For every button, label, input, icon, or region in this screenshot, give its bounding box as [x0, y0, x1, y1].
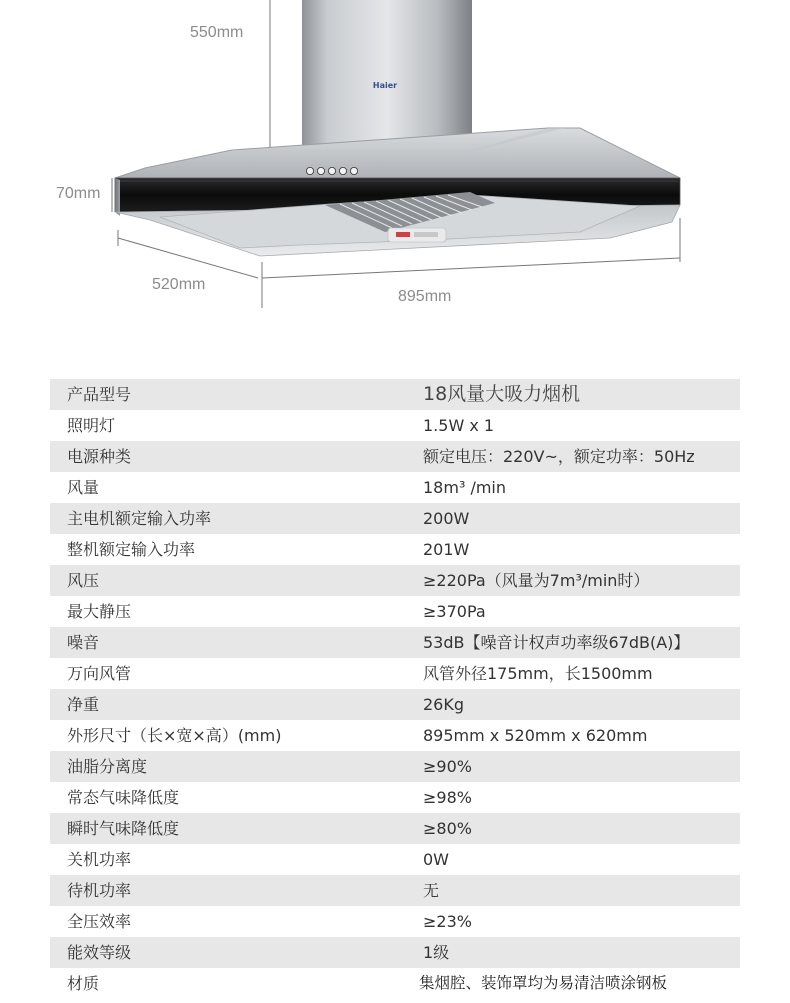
spec-value: ≥23%	[423, 912, 472, 931]
dimension-depth-label: 520mm	[152, 276, 206, 293]
spec-value: 集烟腔、装饰罩均为易清洁喷涂钢板	[419, 974, 668, 992]
dimension-height-label: 550mm	[190, 24, 244, 41]
table-row	[50, 720, 740, 751]
table-row	[50, 565, 740, 596]
spec-value: 53dB【噪音计权声功率级67dB(A)】	[423, 633, 690, 652]
chimney	[302, 0, 472, 152]
table-row	[50, 968, 740, 999]
spec-value: 额定电压：220V~，额定功率：50Hz	[423, 447, 695, 466]
button-icon	[328, 167, 335, 174]
spec-label: 噪音	[67, 633, 100, 652]
spec-value: 无	[423, 881, 440, 900]
spec-value: 895mm x 520mm x 620mm	[423, 726, 648, 745]
spec-value: ≥220Pa（风量为7m³/min时）	[423, 571, 650, 590]
brand-logo: Haier	[372, 81, 398, 90]
spec-value: ≥90%	[423, 757, 472, 776]
spec-value: 201W	[423, 540, 470, 559]
table-row	[50, 627, 740, 658]
button-icon	[350, 167, 357, 174]
spec-value: ≥98%	[423, 788, 472, 807]
button-icon	[306, 167, 313, 174]
spec-label: 主电机额定输入功率	[67, 509, 212, 528]
spec-label: 待机功率	[67, 881, 132, 900]
table-row	[50, 379, 740, 410]
spec-label: 常态气味降低度	[67, 788, 180, 807]
spec-label: 材质	[67, 974, 100, 993]
spec-label: 最大静压	[67, 602, 132, 621]
spec-table	[50, 379, 740, 999]
dimension-body-height-label: 70mm	[56, 185, 101, 202]
table-row	[50, 906, 740, 937]
spec-label: 净重	[67, 695, 100, 714]
table-row	[50, 410, 740, 441]
dimension-width-label: 895mm	[398, 288, 452, 305]
spec-value: 18m³ /min	[423, 478, 507, 497]
product-illustration	[0, 0, 790, 340]
table-row	[50, 534, 740, 565]
table-row	[50, 503, 740, 534]
button-icon	[339, 167, 346, 174]
spec-label: 瞬时气味降低度	[67, 819, 180, 838]
button-icon	[317, 167, 324, 174]
spec-label: 产品型号	[67, 385, 132, 404]
spec-value: ≥370Pa	[423, 602, 486, 621]
spec-value: 26Kg	[423, 695, 465, 714]
spec-label: 油脂分离度	[67, 757, 148, 776]
spec-label: 全压效率	[67, 912, 132, 931]
table-row	[50, 472, 740, 503]
spec-value: 1.5W x 1	[423, 416, 495, 435]
table-row	[50, 689, 740, 720]
table-row	[50, 782, 740, 813]
spec-value: 风管外径175mm，长1500mm	[423, 664, 653, 683]
spec-value: 200W	[423, 509, 470, 528]
spec-label: 能效等级	[67, 943, 132, 962]
table-row	[50, 751, 740, 782]
spec-label: 整机额定输入功率	[67, 540, 196, 559]
spec-label: 电源种类	[67, 447, 132, 466]
spec-value: 18风量大吸力烟机	[423, 383, 581, 405]
table-row	[50, 813, 740, 844]
spec-label: 万向风管	[67, 664, 132, 683]
spec-label: 风压	[67, 571, 100, 590]
side-face	[115, 178, 120, 216]
spec-value: ≥80%	[423, 819, 472, 838]
table-row	[50, 658, 740, 689]
table-row	[50, 441, 740, 472]
table-row	[50, 937, 740, 968]
table-row	[50, 596, 740, 627]
spec-label: 关机功率	[67, 850, 132, 869]
spec-value: 1级	[423, 943, 450, 962]
table-row	[50, 875, 740, 906]
spec-label: 外形尺寸（长×宽×高）(mm)	[67, 726, 282, 745]
width-marker	[262, 258, 680, 278]
range-hood-drawing	[0, 0, 790, 340]
spec-label: 风量	[67, 478, 100, 497]
spec-value: 0W	[423, 850, 449, 869]
table-row	[50, 844, 740, 875]
spec-label: 照明灯	[67, 416, 116, 435]
